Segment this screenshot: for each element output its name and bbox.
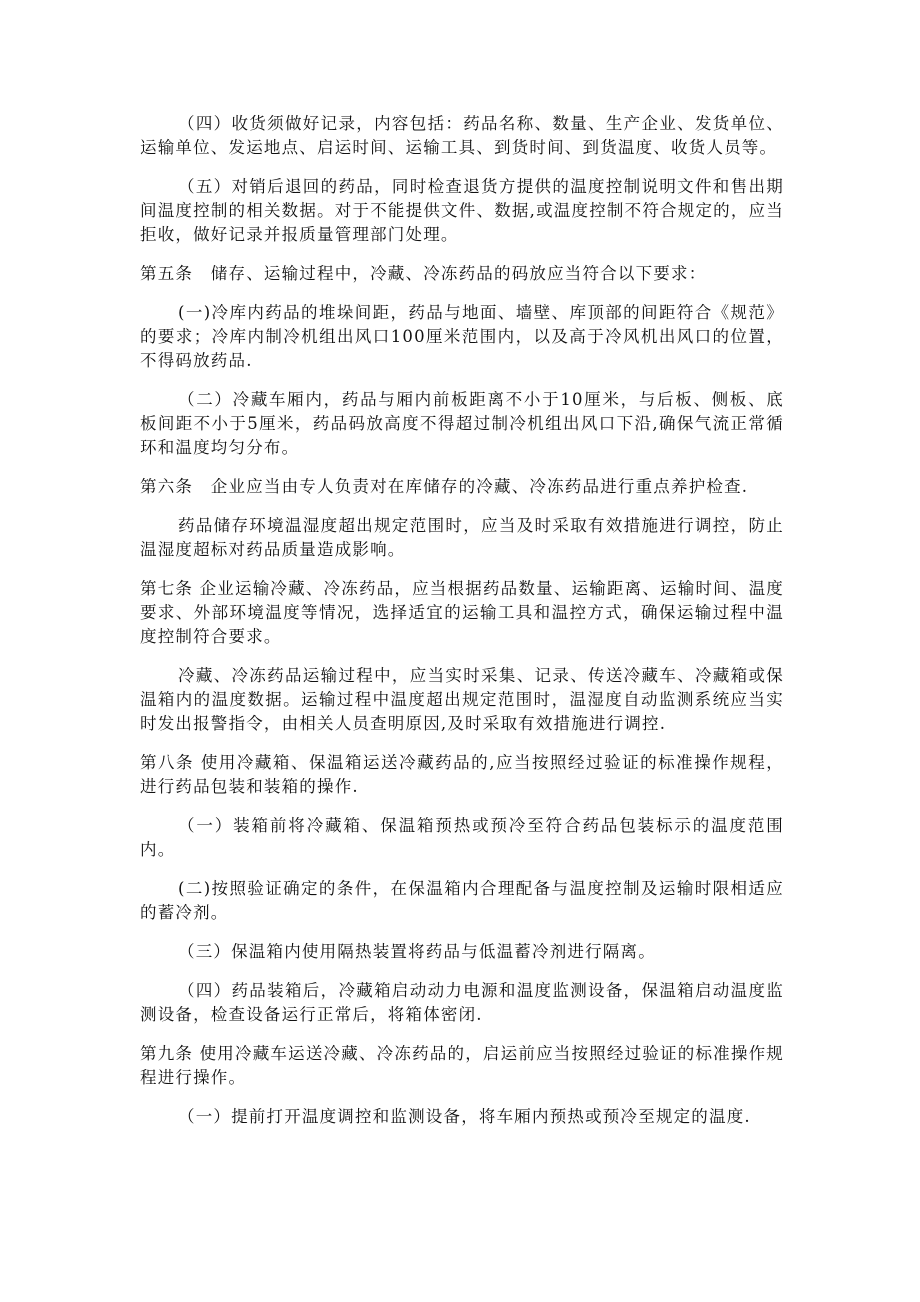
article-9-heading: 第九条 使用冷藏车运送冷藏、冷冻药品的，启运前应当按照经过验证的标准操作规程进行操作。 bbox=[140, 1044, 784, 1087]
article-8-heading: 第八条 使用冷藏箱、保温箱运送冷藏药品的,应当按照经过验证的标准操作规程，进行药品包装和装箱的操作. bbox=[140, 753, 784, 796]
paragraph-returned-goods: （五）对销后退回的药品，同时检查退货方提供的温度控制说明文件和售出期间温度控制的相关数据。对于不能提供文件、数据,或温度控制不符合规定的，应当拒收，做好记录并报质量管理部门处理。 bbox=[140, 177, 784, 244]
article-7-heading: 第七条 企业运输冷藏、冷冻药品，应当根据药品数量、运输距离、运输时间、温度要求、外部环境温度等情况，选择适宜的运输工具和温控方式，确保运输过程中温度控制符合要求。 bbox=[140, 579, 784, 646]
paragraph-transport-temperature-data: 冷藏、冷冻药品运输过程中，应当实时采集、记录、传送冷藏车、冷藏箱或保温箱内的温度数据。运输过程中温度超出规定范围时，温湿度自动监测系统应当实时发出报警指令，由相关人员查明原因,及时采取有效措施进行调控. bbox=[140, 666, 784, 733]
article-5-heading: 第五条 储存、运输过程中，冷藏、冷冻药品的码放应当符合以下要求： bbox=[140, 264, 707, 283]
paragraph-truck-precondition: （一）提前打开温度调控和监测设备，将车厢内预热或预冷至规定的温度. bbox=[178, 1107, 751, 1126]
paragraph-box-sealing: （四）药品装箱后，冷藏箱启动动力电源和温度监测设备，保温箱启动温度监测设备，检查设备运行正常后，将箱体密闭. bbox=[140, 981, 784, 1024]
paragraph-box-precondition: （一）装箱前将冷藏箱、保温箱预热或预冷至符合药品包装标示的温度范围内。 bbox=[140, 816, 784, 859]
paragraph-coolant-configuration: (二)按照验证确定的条件，在保温箱内合理配备与温度控制及运输时限相适应的蓄冷剂。 bbox=[140, 879, 784, 922]
paragraph-temperature-humidity-control: 药品储存环境温湿度超出规定范围时，应当及时采取有效措施进行调控，防止温湿度超标对药品质量造成影响。 bbox=[140, 516, 784, 559]
paragraph-cold-storage-stacking: (一)冷库内药品的堆垛间距，药品与地面、墙壁、库顶部的间距符合《规范》的要求；冷库内制冷机组出风口100厘米范围内，以及高于冷风机出风口的位置，不得码放药品. bbox=[140, 303, 784, 370]
article-6-heading: 第六条 企业应当由专人负责对在库储存的冷藏、冷冻药品进行重点养护检查. bbox=[140, 477, 749, 496]
paragraph-receipt-record: （四）收货须做好记录，内容包括：药品名称、数量、生产企业、发货单位、运输单位、发运地点、启运时间、运输工具、到货时间、到货温度、收货人员等。 bbox=[140, 114, 784, 157]
document-page bbox=[140, 112, 784, 1144]
paragraph-refrigerated-truck-stacking: （二）冷藏车厢内，药品与厢内前板距离不小于10厘米，与后板、侧板、底板间距不小于5厘米，药品码放高度不得超过制冷机组出风口下沿,确保气流正常循环和温度均匀分布。 bbox=[140, 390, 784, 457]
paragraph-insulation-separation: （三）保温箱内使用隔热装置将药品与低温蓄冷剂进行隔离。 bbox=[178, 942, 656, 961]
